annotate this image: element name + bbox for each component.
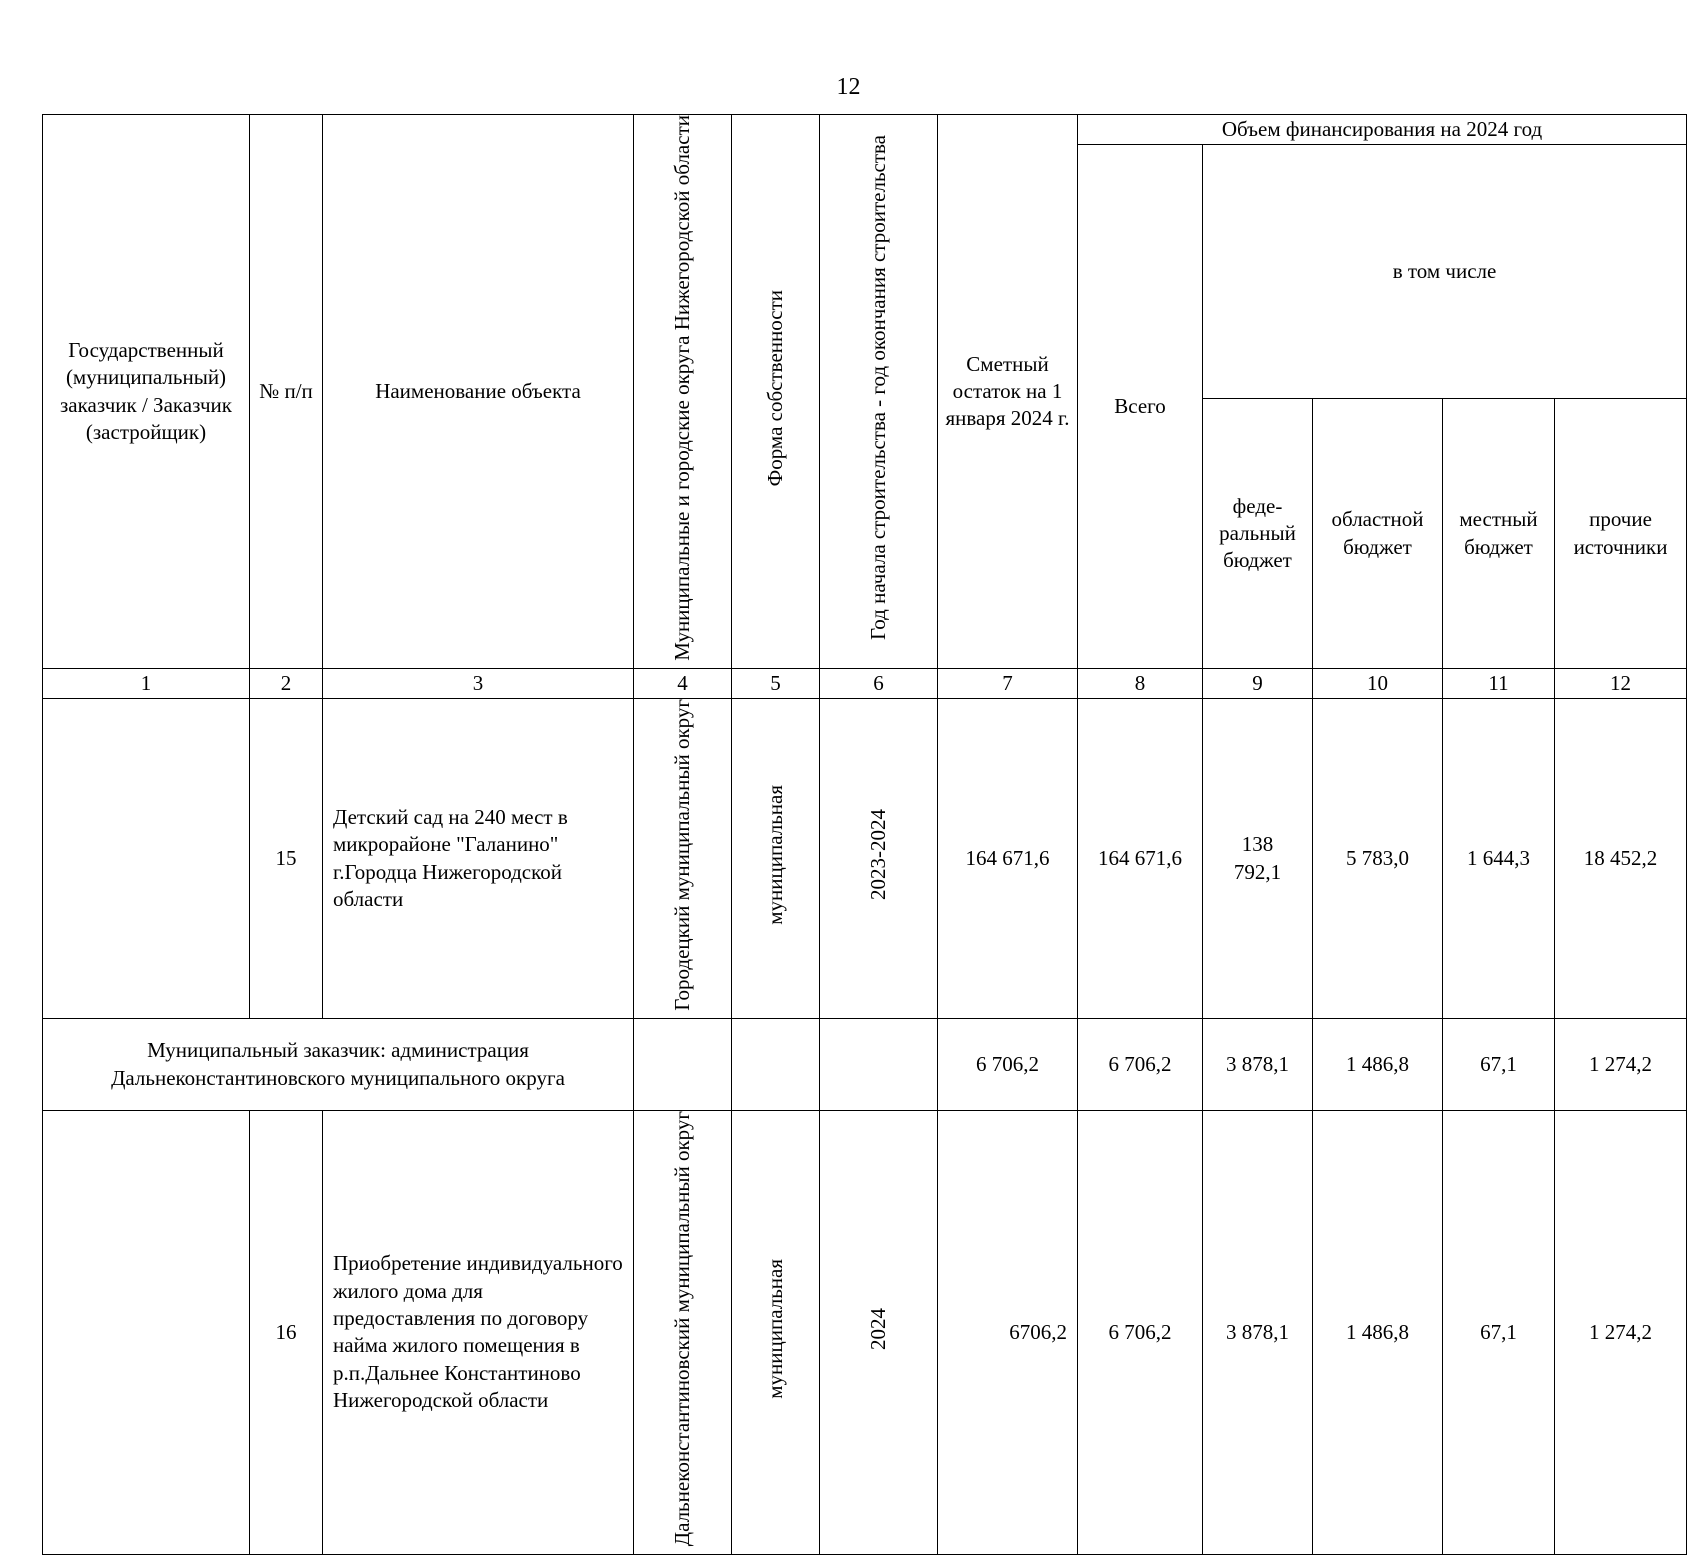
column-number: 4 <box>634 669 732 699</box>
header-other: прочие источники <box>1555 399 1687 669</box>
row-ownership <box>732 699 820 1019</box>
row-ownership-text: муниципальная <box>762 785 787 925</box>
row-object-name: Приобретение индивидуального жилого дома для предоставления по договору найма жилого помещения в р.п.Дальнее Константиново Нижегородской области <box>323 1111 634 1555</box>
row-federal-text: 138 792,1 <box>1233 832 1282 884</box>
column-number: 9 <box>1203 669 1313 699</box>
row-years-text: 2024 <box>865 1307 890 1350</box>
header-object-name: Наименование объекта <box>323 115 634 669</box>
table-row <box>43 1111 1687 1555</box>
row-num: 16 <box>250 1111 323 1555</box>
table-row <box>43 699 1687 1019</box>
row-other: 1 274,2 <box>1555 1111 1687 1555</box>
header-federal: феде-ральный бюджет <box>1203 399 1313 669</box>
customer-group-empty <box>732 1019 820 1111</box>
column-number: 7 <box>938 669 1078 699</box>
row-federal: 3 878,1 <box>1203 1111 1313 1555</box>
row-municipality-text: Городецкий муниципальный округ <box>669 699 694 1011</box>
column-number: 2 <box>250 669 323 699</box>
customer-group-other: 1 274,2 <box>1555 1019 1687 1111</box>
row-other: 18 452,2 <box>1555 699 1687 1019</box>
row-federal <box>1203 699 1313 1019</box>
header-years-text: Год начала строительства - год окончания строительства <box>865 135 890 641</box>
customer-group-row <box>43 1019 1687 1111</box>
row-municipality-text: Дальнеконстантиновский муниципальный округ <box>669 1111 694 1547</box>
column-number: 6 <box>820 669 938 699</box>
page-number: 12 <box>836 74 861 100</box>
column-number: 3 <box>323 669 634 699</box>
column-number: 5 <box>732 669 820 699</box>
header-years <box>820 115 938 669</box>
financing-table <box>42 114 1687 1555</box>
customer-group-federal: 3 878,1 <box>1203 1019 1313 1111</box>
header-funding-title: Объем финансирования на 2024 год <box>1078 115 1687 145</box>
row-municipality <box>634 1111 732 1555</box>
row-ownership <box>732 1111 820 1555</box>
customer-group-empty <box>820 1019 938 1111</box>
row-total: 6 706,2 <box>1078 1111 1203 1555</box>
row-estimate-balance: 164 671,6 <box>938 699 1078 1019</box>
customer-group-empty <box>634 1019 732 1111</box>
column-number-row <box>43 669 1687 699</box>
column-number: 11 <box>1443 669 1555 699</box>
row-regional: 5 783,0 <box>1313 699 1443 1019</box>
header-municipality <box>634 115 732 669</box>
header-ownership <box>732 115 820 669</box>
header-estimate-balance: Сметный остаток на 1 января 2024 г. <box>938 115 1078 669</box>
column-number: 10 <box>1313 669 1443 699</box>
row-years-text: 2023-2024 <box>865 809 890 901</box>
column-number: 12 <box>1555 669 1687 699</box>
row-municipality <box>634 699 732 1019</box>
header-customer: Государственный (муниципальный) заказчик / Заказчик (застройщик) <box>43 115 250 669</box>
row-customer <box>43 699 250 1019</box>
row-ownership-text: муниципальная <box>762 1258 787 1399</box>
customer-group-total: 6 706,2 <box>1078 1019 1203 1111</box>
row-regional: 1 486,8 <box>1313 1111 1443 1555</box>
header-total: Всего <box>1078 145 1203 669</box>
header-num: № п/п <box>250 115 323 669</box>
customer-group-label: Муниципальный заказчик: администрация Дальнеконстантиновского муниципального округа <box>43 1019 634 1111</box>
row-years <box>820 1111 938 1555</box>
column-number: 1 <box>43 669 250 699</box>
customer-group-regional: 1 486,8 <box>1313 1019 1443 1111</box>
row-total: 164 671,6 <box>1078 699 1203 1019</box>
row-estimate-balance: 6706,2 <box>938 1111 1078 1555</box>
header-local: местный бюджет <box>1443 399 1555 669</box>
row-years <box>820 699 938 1019</box>
header-municipality-text: Муниципальные и городские округа Нижегородской области <box>669 115 694 661</box>
row-object-name: Детский сад на 240 мест в микрорайоне "Галанино" г.Городца Нижегородской области <box>323 699 634 1019</box>
customer-group-local: 67,1 <box>1443 1019 1555 1111</box>
customer-group-estimate-balance: 6 706,2 <box>938 1019 1078 1111</box>
header-regional: областной бюджет <box>1313 399 1443 669</box>
row-local: 1 644,3 <box>1443 699 1555 1019</box>
header-ownership-text: Форма собственности <box>762 289 787 487</box>
row-num: 15 <box>250 699 323 1019</box>
header-including: в том числе <box>1203 145 1687 399</box>
column-number: 8 <box>1078 669 1203 699</box>
row-customer <box>43 1111 250 1555</box>
row-local: 67,1 <box>1443 1111 1555 1555</box>
